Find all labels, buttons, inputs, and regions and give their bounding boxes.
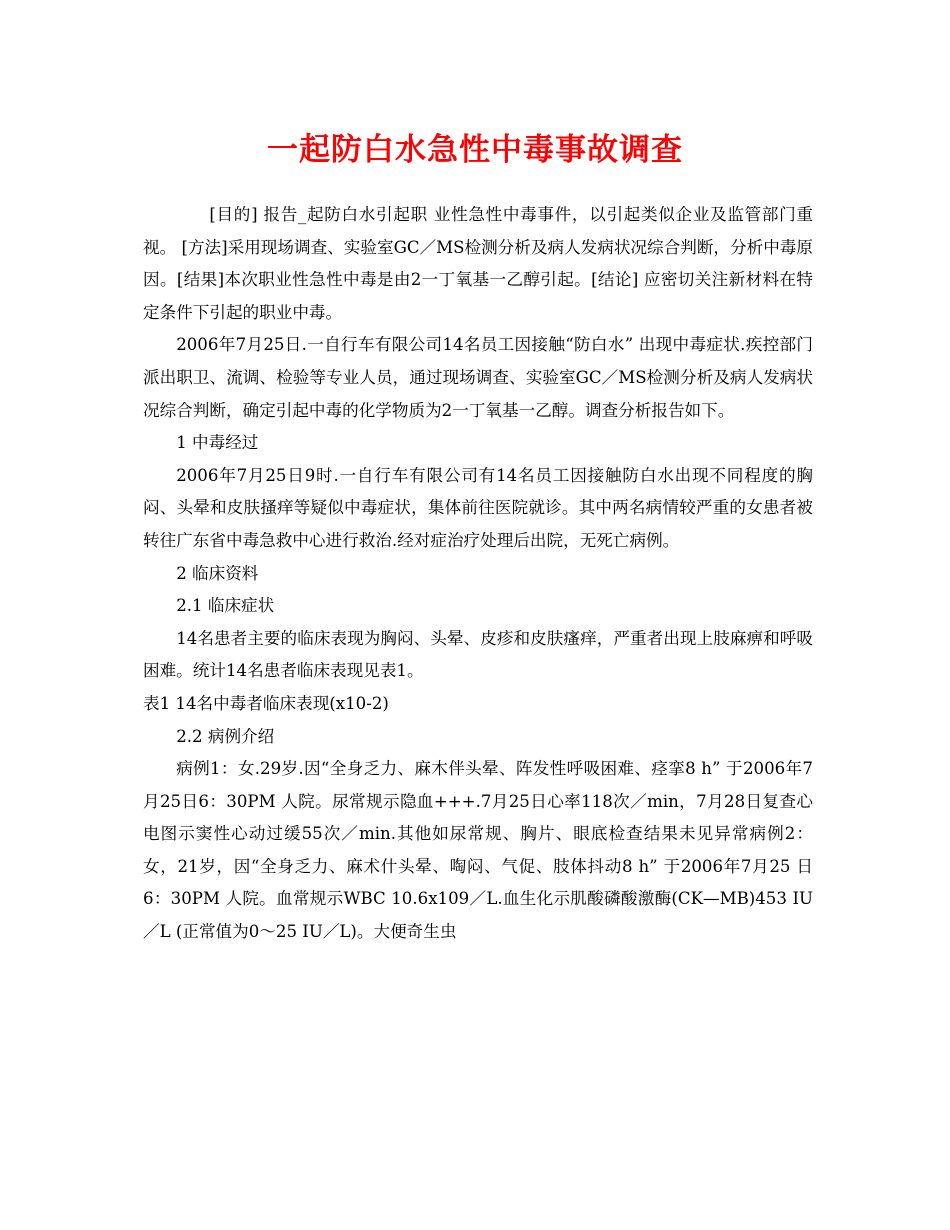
section-heading-1: 1 中毒经过 [176, 433, 259, 453]
table-caption: 表1 14名中毒者临床表现(x10-2) [143, 693, 389, 713]
document-title: 一起防白水急性中毒事故调查 [267, 132, 683, 168]
document-body [143, 199, 813, 949]
subsection-heading-2-1: 2.1 临床症状 [176, 596, 275, 616]
subsection-heading-2-2: 2.2 病例介绍 [176, 726, 275, 746]
incident-paragraph: 2006年7月25日9时.一自行车有限公司有14名员工因接触防白水出现不同程度的胸闷、头晕和皮肤搔痒等疑似中毒症状，集体前往医院就诊。其中两名病情较严重的女患者被转往广东省中毒急救中心进行救治.经对症治疗处理后出院，无死亡病例。 [143, 465, 813, 550]
intro-paragraph: 2006年7月25日.一自行车有限公司14名员工因接触“防白水” 出现中毒症状.疾控部门派出职卫、流调、检验等专业人员，通过现场调查、实验室GC／MS检测分析及病人发病状况综合判断，确定引起中毒的化学物质为2一丁氧基一乙醇。调查分析报告如下。 [143, 335, 813, 420]
abstract-paragraph: [目的] 报告_起防白水引起职 业性急性中毒事件，以引起类似企业及监管部门重视。 [方法]采用现场调查、实验室GC／MS检测分析及病人发病状况综合判断，分析中毒原因。[结果]本次职业性急性中毒是由2一丁氧基一乙醇引起。[结论] 应密切关注新材料在特定条件下引起的职业中毒。 [143, 205, 813, 322]
section-heading-2: 2 临床资料 [176, 563, 259, 583]
case-paragraph: 病例1：女.29岁.因“全身乏力、麻木伴头晕、阵发性呼吸困难、痉挛8 h” 于2006年7月25日6：30PM 人院。尿常规示隐血+++.7月25日心率118次／min，7月28日复查心电图示窦性心动过缓55次／min.其他如尿常规、胸片、眼底检查结果未见异常病例2： 女，21岁，因“全身乏力、麻术什头晕、啕闷、气促、肢体抖动8 h” 于2006年7月25 日6：30PM 人院。血常规示WBC 10.6x109／L.血生化示肌酸磷酸激酶(CK—MB)453 IU／L (正常值为0～25 IU／L)。大便奇生虫 [143, 759, 813, 942]
symptoms-paragraph: 14名患者主要的临床表现为胸闷、头晕、皮疹和皮肤瘙痒，严重者出现上肢麻痹和呼吸困难。统计14名患者临床表现见表1。 [143, 628, 813, 681]
